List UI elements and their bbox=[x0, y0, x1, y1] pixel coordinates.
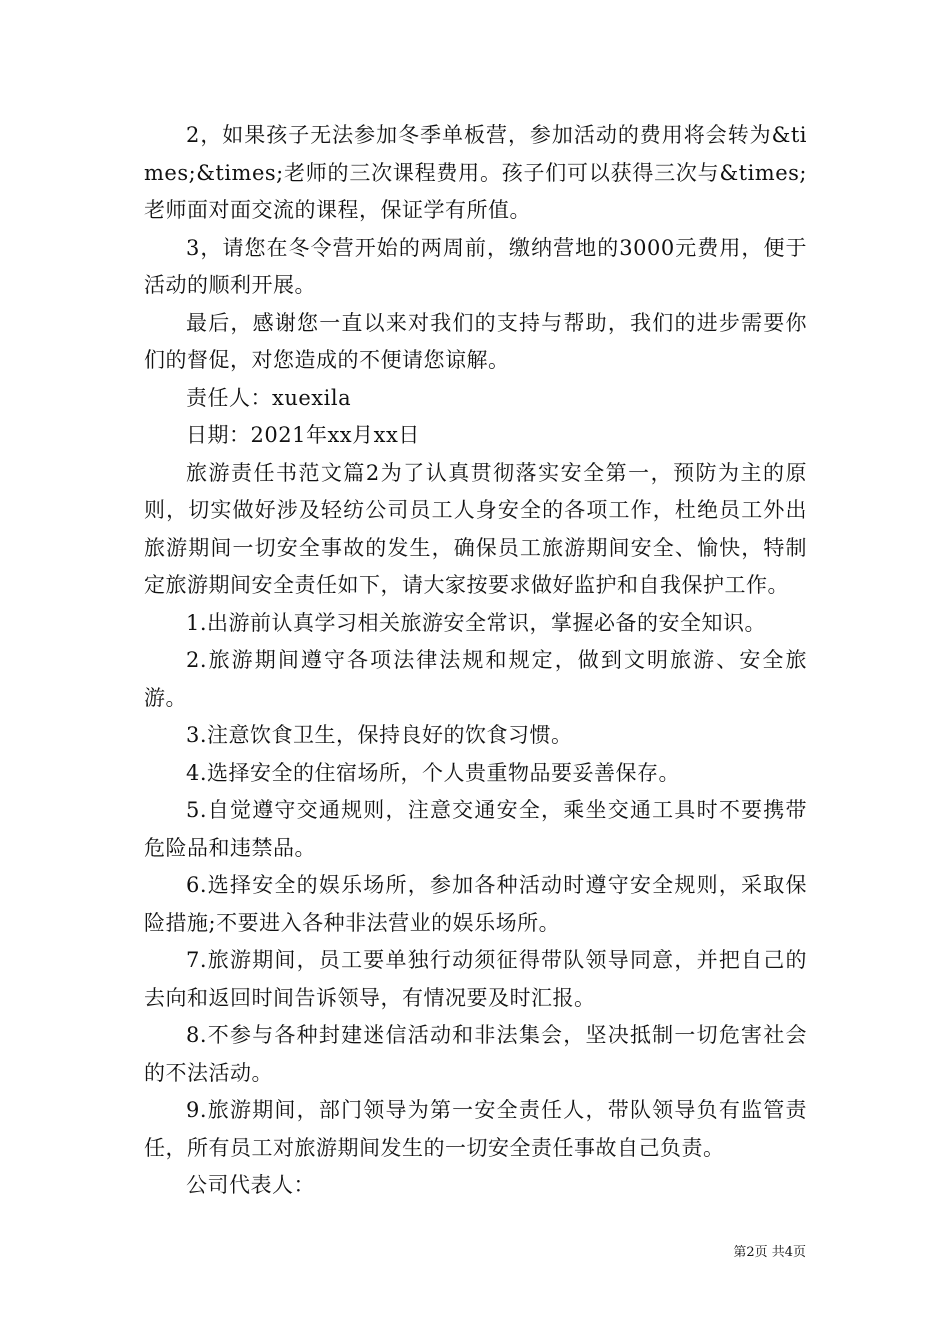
paragraph-date: 日期：2021年xx月xx日 bbox=[186, 423, 420, 447]
paragraph-rule-3: 3.注意饮食卫生，保持良好的饮食习惯。 bbox=[186, 723, 573, 747]
paragraph-travel-intro: 旅游责任书范文篇2为了认真贯彻落实安全第一，预防为主的原则，切实做好涉及轻纺公司员工人身安全的各项工作，杜绝员工外出旅游期间一切安全事故的发生，确保员工旅游期间安全、愉快，特制定旅游期间安全责任如下，请大家按要求做好监护和自我保护工作。 bbox=[144, 460, 807, 597]
paragraph-refund-policy: 2，如果孩子无法参加冬季单板营，参加活动的费用将会转为&times;&times;老师的三次课程费用。孩子们可以获得三次与&times;老师面对面交流的课程，保证学有所值。 bbox=[144, 123, 807, 222]
page-number: 第2页 共4页 bbox=[733, 1245, 806, 1260]
paragraph-rule-8: 8.不参与各种封建迷信活动和非法集会，坚决抵制一切危害社会的不法活动。 bbox=[144, 1023, 807, 1085]
document-body bbox=[144, 117, 807, 1205]
paragraph-payment-notice: 3，请您在冬令营开始的两周前，缴纳营地的3000元费用，便于活动的顺利开展。 bbox=[144, 235, 807, 297]
paragraph-closing-thanks: 最后，感谢您一直以来对我们的支持与帮助，我们的进步需要你们的督促，对您造成的不便请您谅解。 bbox=[144, 310, 807, 372]
paragraph-company-representative: 公司代表人： bbox=[186, 1173, 315, 1197]
paragraph-rule-7: 7.旅游期间，员工要单独行动须征得带队领导同意，并把自己的去向和返回时间告诉领导，有情况要及时汇报。 bbox=[144, 948, 807, 1010]
paragraph-rule-1: 1.出游前认真学习相关旅游安全常识，掌握必备的安全知识。 bbox=[186, 610, 767, 635]
paragraph-rule-6: 6.选择安全的娱乐场所，参加各种活动时遵守安全规则，采取保险措施;不要进入各种非法营业的娱乐场所。 bbox=[144, 873, 807, 935]
paragraph-rule-9: 9.旅游期间，部门领导为第一安全责任人，带队领导负有监管责任，所有员工对旅游期间发生的一切安全责任事故自己负责。 bbox=[144, 1098, 807, 1160]
paragraph-rule-2: 2.旅游期间遵守各项法律法规和规定，做到文明旅游、安全旅游。 bbox=[144, 648, 807, 710]
paragraph-rule-5: 5.自觉遵守交通规则，注意交通安全，乘坐交通工具时不要携带危险品和违禁品。 bbox=[144, 798, 807, 860]
paragraph-rule-4: 4.选择安全的住宿场所，个人贵重物品要妥善保存。 bbox=[186, 760, 681, 785]
paragraph-responsible-person: 责任人：xuexila bbox=[186, 385, 352, 410]
